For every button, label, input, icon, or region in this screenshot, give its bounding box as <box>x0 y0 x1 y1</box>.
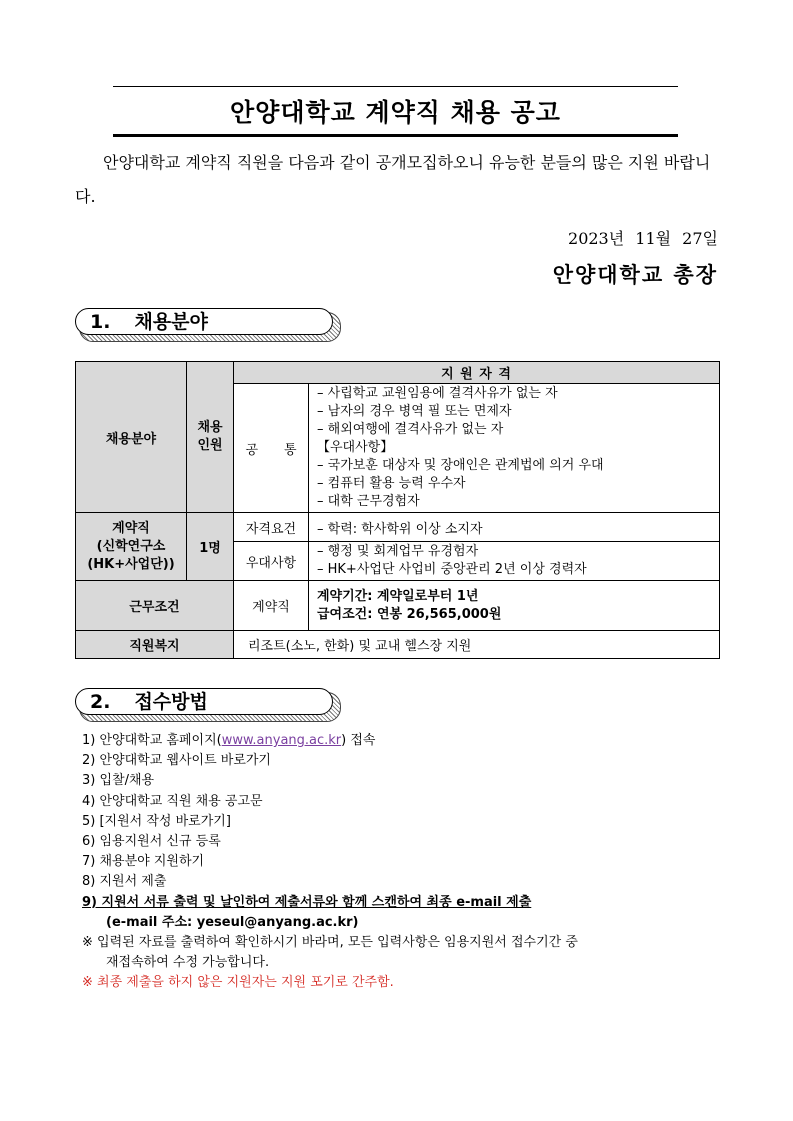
title-block <box>113 86 678 137</box>
intro-paragraph: 안양대학교 계약직 직원을 다음과 같이 공개모집하오니 유능한 분들의 많은 지원 바랍니다. <box>75 153 711 206</box>
work-line: 계약기간: 계약일로부터 1년 <box>317 588 479 604</box>
step-6: 6) 임용지원서 신규 등록 <box>82 833 221 849</box>
recruit-table <box>75 361 720 659</box>
work-condition-values <box>309 581 720 631</box>
page-title: 안양대학교 계약직 채용 공고 <box>230 98 561 127</box>
header-qualification: 지 원 자 격 <box>234 362 720 384</box>
section2-header <box>75 688 337 718</box>
preference-line: – HK+사업단 사업비 중앙관리 2년 이상 경력자 <box>317 562 587 577</box>
common-line: – 대학 근무경험자 <box>317 494 420 509</box>
step-9-email: (e-mail 주소: yeseul@anyang.ac.kr) <box>106 914 359 930</box>
step-1: 1) 안양대학교 홈페이지(www.anyang.ac.kr) 접속 <box>82 733 376 748</box>
section1-title: 채용분야 <box>134 311 208 333</box>
warning-note: ※ 최종 제출을 하지 않은 지원자는 지원 포기로 간주함. <box>82 975 394 991</box>
step-9: 9) 지원서 서류 출력 및 날인하여 제출서류와 함께 스캔하여 최종 e-mail 제출 <box>82 894 532 910</box>
preference-line: – 행정 및 회계업무 유경험자 <box>317 544 479 559</box>
application-steps <box>82 731 722 993</box>
section1-header <box>75 308 337 338</box>
note-resubmit-cont: 재접속하여 수정 가능합니다. <box>106 955 270 971</box>
section1-number: 1. <box>90 311 111 333</box>
common-line: – 해외여행에 결격사유가 없는 자 <box>317 422 504 437</box>
common-line: – 컴퓨터 활용 능력 우수자 <box>317 476 466 491</box>
preference-list <box>309 542 720 581</box>
common-line: – 국가보훈 대상자 및 장애인은 관계법에 의거 우대 <box>317 458 604 473</box>
work-type: 계약직 <box>234 581 309 631</box>
homepage-link[interactable]: www.anyang.ac.kr <box>221 733 342 748</box>
note-resubmit: ※ 입력된 자료를 출력하여 확인하시기 바라며, 모든 입력사항은 임용지원서 접수기간 중 <box>82 934 578 950</box>
signature: 안양대학교 총장 <box>552 263 718 287</box>
work-condition-label: 근무조건 <box>76 581 234 631</box>
step-5: 5) [지원서 작성 바로가기] <box>82 813 231 829</box>
welfare-label: 직원복지 <box>76 631 234 659</box>
step-8: 8) 지원서 제출 <box>82 874 167 890</box>
title-rule-bottom <box>113 134 678 137</box>
work-line: 급여조건: 연봉 26,565,000원 <box>317 606 502 622</box>
step-7: 7) 채용분야 지원하기 <box>82 854 205 870</box>
requirement-label: 자격요건 <box>234 513 309 542</box>
requirement-value: – 학력: 학사학위 이상 소지자 <box>309 513 720 542</box>
header-field: 채용분야 <box>76 362 187 513</box>
announcement-date: 2023년 11월 27일 <box>568 229 718 248</box>
section2-number: 2. <box>90 691 111 713</box>
welfare-value: 리조트(소노, 한화) 및 교내 헬스장 지원 <box>234 631 720 659</box>
step-4: 4) 안양대학교 직원 채용 공고문 <box>82 793 263 809</box>
step-3: 3) 입찰/채용 <box>82 773 155 789</box>
preference-label: 우대사항 <box>234 542 309 581</box>
section1-header-box <box>75 308 333 335</box>
field-name: 계약직 (신학연구소 (HK+사업단)) <box>76 513 187 581</box>
common-line: – 남자의 경우 병역 필 또는 면제자 <box>317 404 512 419</box>
section2-header-box <box>75 688 333 715</box>
step-2: 2) 안양대학교 웹사이트 바로가기 <box>82 753 271 769</box>
section2-title: 접수방법 <box>134 691 208 713</box>
common-line: – 사립학교 교원임용에 결격사유가 없는 자 <box>317 386 558 401</box>
common-label: 공 통 <box>234 384 309 513</box>
common-line: 【우대사항】 <box>317 440 394 455</box>
hire-count: 1명 <box>187 513 234 581</box>
header-count: 채용 인원 <box>187 362 234 513</box>
common-requirements <box>309 384 720 513</box>
